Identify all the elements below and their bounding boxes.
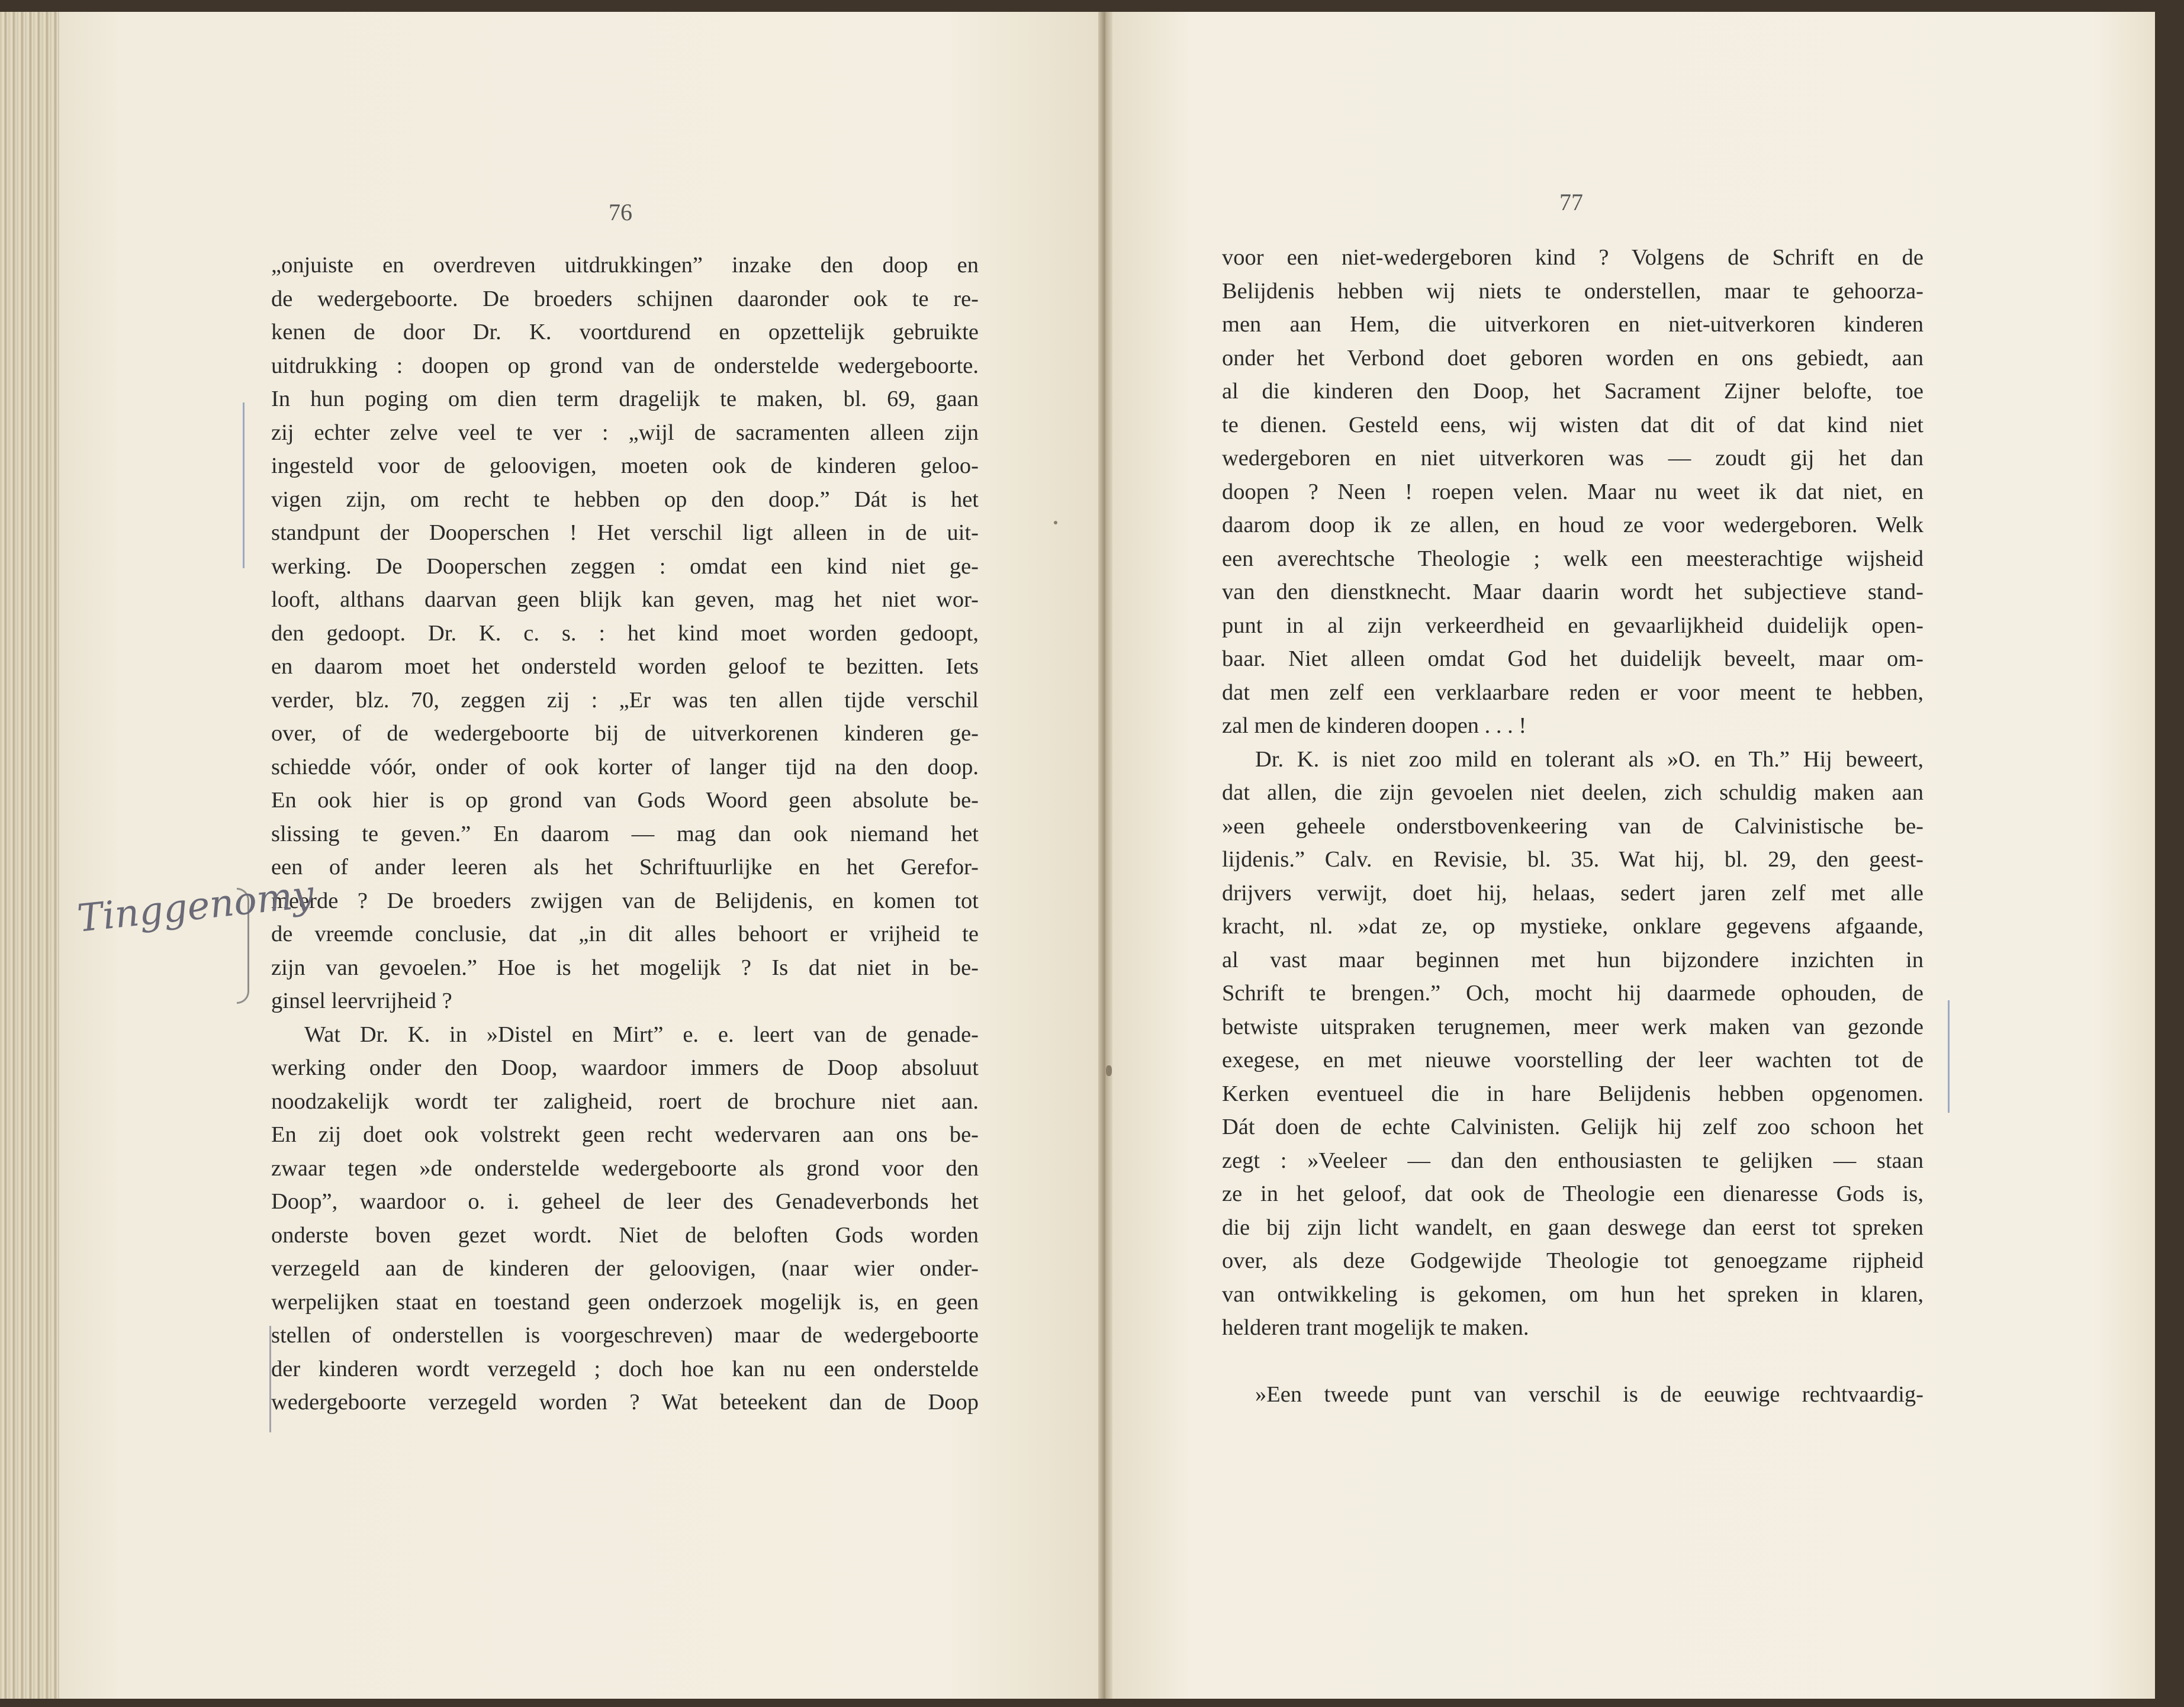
text-line: den gedoopt. Dr. K. c. s. : het kind moet worden gedoopt,: [271, 620, 979, 646]
text-line: Doop”, waardoor o. i. geheel de leer des Genadeverbonds het: [271, 1189, 979, 1214]
text-line: verder, blz. 70, zeggen zij : „Er was ten allen tijde verschil: [271, 687, 979, 713]
text-line: doopen ? Neen ! roepen velen. Maar nu weet ik dat niet, en: [1222, 479, 1924, 504]
text-line: lijdenis.” Calv. en Revisie, bl. 35. Wat hij, bl. 29, den geest-: [1222, 847, 1924, 872]
text-line: kracht, nl. »dat ze, op mystieke, onklare gegevens afgaande,: [1222, 914, 1924, 939]
text-line: helderen trant mogelijk te maken.: [1222, 1315, 1529, 1340]
text-line: te dienen. Gesteld eens, wij wisten dat dit of dat kind niet: [1222, 412, 1924, 437]
right-text-column: [1222, 241, 1924, 1412]
text-line: baar. Niet alleen omdat God het duidelijk beveelt, maar om-: [1222, 646, 1924, 671]
text-line: betwiste uitspraken terugnemen, meer werk maken van gezonde: [1222, 1014, 1924, 1039]
text-line: werking. De Dooperschen zeggen : omdat een kind niet ge-: [271, 553, 979, 579]
text-line: schiedde vóór, onder of ook korter of langer tijd na den doop.: [271, 754, 979, 780]
text-line: drijvers verwijt, doet hij, helaas, sedert jaren zelf met alle: [1222, 880, 1924, 906]
text-line: over, als deze Godgewijde Theologie tot genoegzame rijpheid: [1222, 1248, 1924, 1273]
pencil-margin-mark: [243, 402, 245, 568]
left-text-column: [271, 249, 979, 1419]
text-line: werpelijken staat en toestand geen onderzoek mogelijk is, en geen: [271, 1289, 979, 1315]
text-line: exegese, en met nieuwe voorstelling der leer wachten tot de: [1222, 1048, 1924, 1072]
pencil-margin-mark: [1948, 1000, 1950, 1113]
pencil-margin-mark: [269, 1326, 271, 1432]
text-line: Dát doen de echte Calvinisten. Gelijk hij zelf zoo schoon het: [1222, 1115, 1924, 1139]
text-line: uitdrukking : doopen op grond van de onderstelde wedergeboorte.: [271, 353, 979, 378]
text-line: Schrift te brengen.” Och, mocht hij daarmede ophouden, de: [1222, 981, 1924, 1006]
text-line: werking onder den Doop, waardoor immers de Doop absoluut: [271, 1055, 979, 1080]
book-gutter: [1098, 12, 1112, 1699]
text-line: standpunt der Dooperschen ! Het verschil ligt alleen in de uit-: [271, 520, 979, 545]
text-line: onder het Verbond doet geboren worden en ons gebiedt, aan: [1222, 345, 1924, 371]
text-line: vigen zijn, om recht te hebben op den doop.” Dát is het: [271, 487, 979, 512]
text-line: dat men zelf een verklaarbare reden er voor meent te hebben,: [1222, 679, 1924, 705]
paper-speck: [1106, 1065, 1112, 1076]
text-line: wedergeboorte verzegeld worden ? Wat beteekent dan de Doop: [271, 1390, 979, 1415]
text-line: al die kinderen den Doop, het Sacrament Zijner belofte, toe: [1222, 379, 1924, 404]
text-line: „onjuiste en overdreven uitdrukkingen” inzake den doop en: [271, 253, 979, 278]
text-line: die bij zijn licht wandelt, en gaan deswege dan eerst tot spreken: [1222, 1215, 1924, 1240]
text-line: de wedergeboorte. De broeders schijnen daaronder ook te re-: [271, 286, 979, 311]
text-line: over, of de wedergeboorte bij de uitverkorenen kinderen ge-: [271, 721, 979, 746]
page-edges: [0, 12, 65, 1699]
text-line: »Een tweede punt van verschil is de eeuwige rechtvaardig-: [1255, 1382, 1924, 1407]
text-line: zijn van gevoelen.” Hoe is het mogelijk ? Is dat niet in be-: [271, 955, 979, 980]
text-line: stellen of onderstellen is voorgeschreven) maar de wedergeboorte: [271, 1323, 979, 1348]
text-line: al vast maar beginnen met hun bijzondere inzichten in: [1222, 947, 1924, 972]
text-line: In hun poging om dien term dragelijk te maken, bl. 69, gaan: [271, 387, 979, 411]
text-line: noodzakelijk wordt ter zaligheid, roert de brochure niet aan.: [271, 1088, 979, 1114]
text-line: en daarom moet het ondersteld worden geloof te bezitten. Iets: [271, 654, 979, 679]
text-line: meerde ? De broeders zwijgen van de Belijdenis, en komen tot: [271, 888, 979, 913]
text-line: voor een niet-wedergeboren kind ? Volgens de Schrift en de: [1222, 245, 1924, 270]
page-number-right: 77: [1559, 189, 1583, 215]
text-line: Dr. K. is niet zoo mild en tolerant als »O. en Th.” Hij beweert,: [1255, 746, 1924, 772]
text-line: van den dienstknecht. Maar daarin wordt het subjectieve stand-: [1222, 579, 1924, 604]
text-line: ze in het geloof, dat ook de Theologie een dienaresse Gods is,: [1222, 1181, 1924, 1206]
text-line: een averechtsche Theologie ; welk een meesterachtige wijsheid: [1222, 546, 1924, 571]
text-line: En ook hier is op grond van Gods Woord geen absolute be-: [271, 788, 979, 813]
text-line: Wat Dr. K. in »Distel en Mirt” e. e. leert van de genade-: [304, 1022, 979, 1047]
text-line: zwaar tegen »de onderstelde wedergeboorte als grond voor den: [271, 1155, 979, 1181]
text-line: een of ander leeren als het Schriftuurlijke en het Gerefor-: [271, 855, 979, 880]
handwritten-annotation: Tinggenomy: [75, 872, 316, 941]
text-line: verzegeld aan de kinderen der geloovigen, (naar wier onder-: [271, 1256, 979, 1281]
page-number-left: 76: [609, 199, 632, 226]
text-line: dat allen, die zijn gevoelen niet deelen, zich schuldig maken aan: [1222, 780, 1924, 805]
blank-line: [1222, 1345, 1924, 1379]
text-line: zal men de kinderen doopen . . . !: [1222, 713, 1527, 738]
paper-speck: [1054, 521, 1057, 524]
text-line: En zij doet ook volstrekt geen recht wedervaren aan ons be-: [271, 1122, 979, 1147]
text-line: ingesteld voor de geloovigen, moeten ook de kinderen geloo-: [271, 453, 979, 478]
text-line: zegt : »Veeleer — dan den enthousiasten te gelijken — staan: [1222, 1148, 1924, 1173]
text-line: kenen de door Dr. K. voortdurend en opzettelijk gebruikte: [271, 320, 979, 344]
text-line: der kinderen wordt verzegeld ; doch hoe kan nu een onderstelde: [271, 1356, 979, 1381]
text-line: daarom doop ik ze allen, en houd ze voor wedergeboren. Welk: [1222, 513, 1924, 537]
text-line: men aan Hem, die uitverkoren en niet-uitverkoren kinderen: [1222, 312, 1924, 337]
text-line: onderste boven gezet wordt. Niet de beloften Gods worden: [271, 1222, 979, 1248]
text-line: ginsel leervrijheid ?: [271, 988, 452, 1013]
text-line: Belijdenis hebben wij niets te onderstellen, maar te gehoorza-: [1222, 278, 1924, 304]
text-line: zij echter zelve veel te ver : „wijl de sacramenten alleen zijn: [271, 420, 979, 445]
text-line: punt in al zijn verkeerdheid en gevaarlijkheid duidelijk open-: [1222, 613, 1924, 638]
text-line: looft, althans daarvan geen blijk kan geven, mag het niet wor-: [271, 587, 979, 612]
text-line: slissing te geven.” En daarom — mag dan ook niemand het: [271, 821, 979, 846]
text-line: Kerken eventueel die in hare Belijdenis hebben opgenomen.: [1222, 1081, 1924, 1106]
text-line: »een geheele onderstbovenkeering van de Calvinistische be-: [1222, 813, 1924, 839]
text-line: wedergeboren en niet uitverkoren was — zoudt gij het dan: [1222, 446, 1924, 471]
text-line: van ontwikkeling is gekomen, om hun het spreken in klaren,: [1222, 1281, 1924, 1307]
text-line: de vreemde conclusie, dat „in dit alles behoort er vrijheid te: [271, 922, 979, 946]
